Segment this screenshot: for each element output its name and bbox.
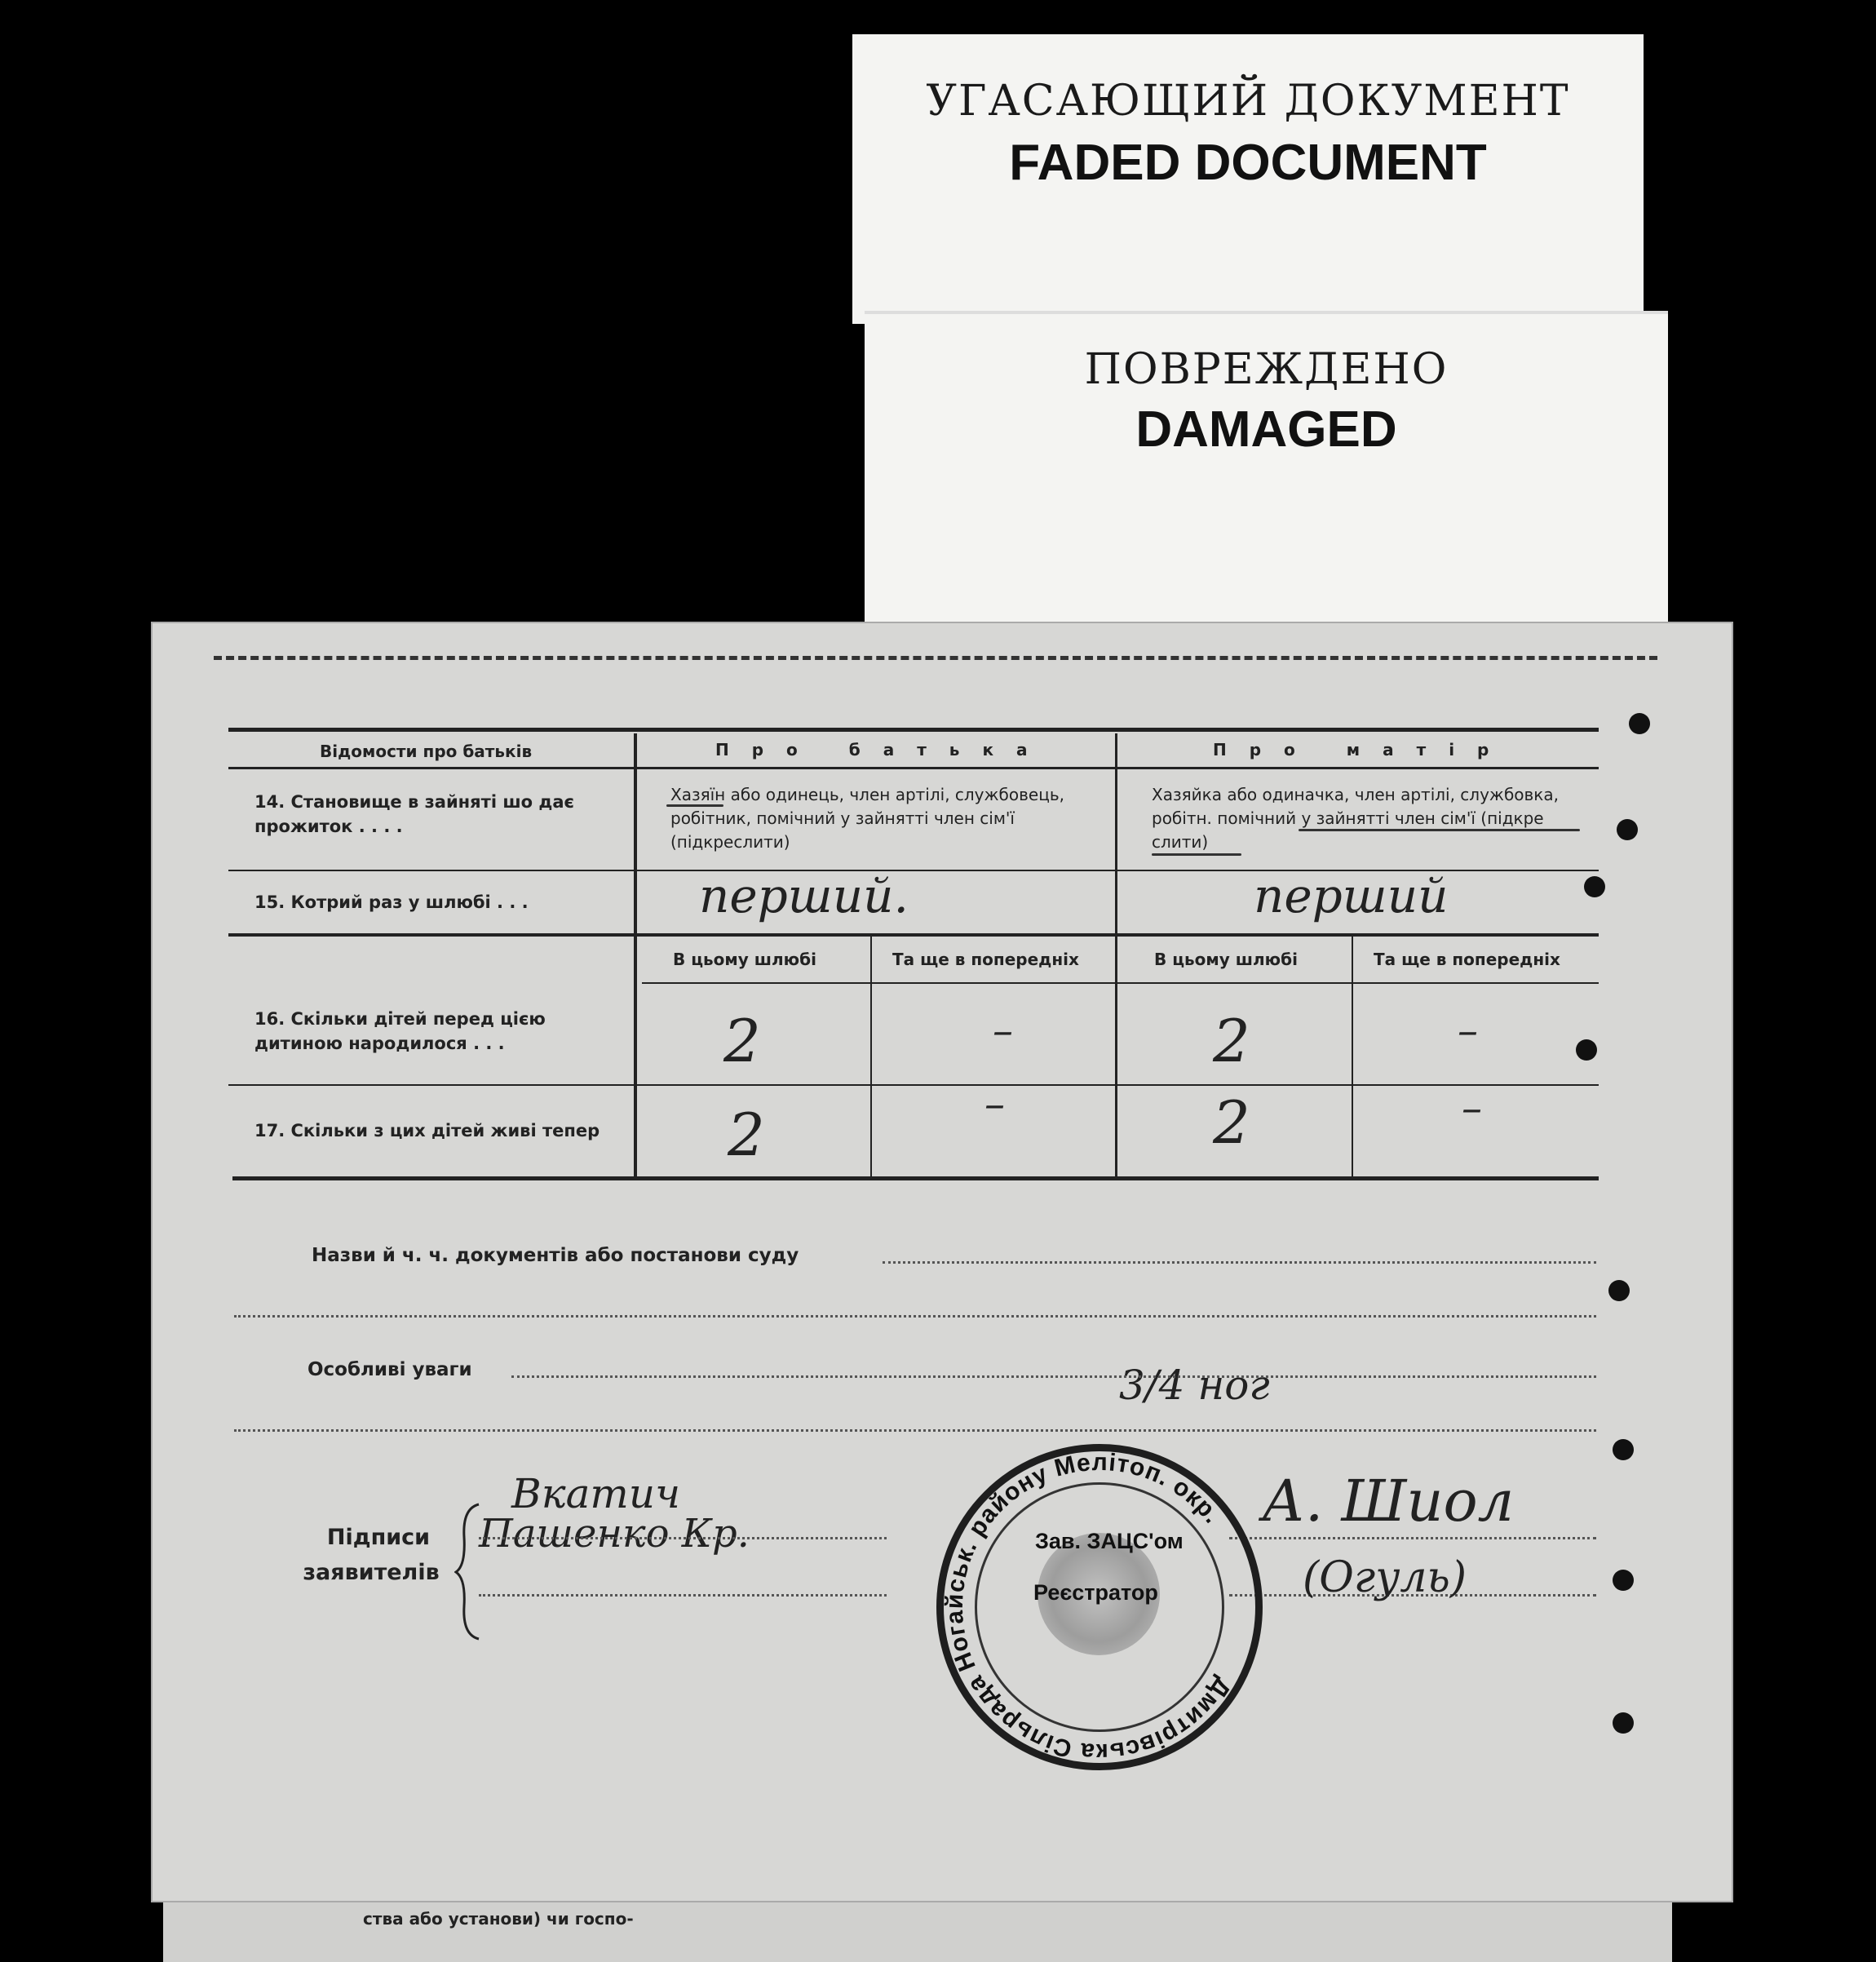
row14-father-options: Хазяїн або одинець, член артілі, службовець, робітник, помічний у зайнятті член сім'ї (підкреслити) — [670, 785, 1064, 852]
row14-label: 14. Становище в зайняті шо дає прожиток . . . . — [254, 792, 574, 837]
row17-label: 17. Скільки з цих дітей живі тепер — [254, 1121, 600, 1140]
row16-father-this: 2 — [723, 1007, 761, 1075]
row16-mother-this: 2 — [1213, 1007, 1250, 1075]
signature-1: Вкатич — [511, 1470, 681, 1517]
svg-text:Дмитрівська Сільрада Ногайськ. — [941, 1449, 1237, 1765]
row17-mother-previous: – — [1462, 1084, 1482, 1132]
stamp-line-1: Зав. ЗАЦС'ом — [1035, 1529, 1184, 1553]
punch-hole — [1613, 1570, 1634, 1591]
mother-selection-underline — [1152, 853, 1241, 856]
subheader-this-marriage-mother: В цьому шлюбі — [1154, 950, 1298, 969]
row15-mother-value: перший — [1254, 868, 1449, 923]
damaged-notice — [865, 314, 1668, 622]
row16-mother-previous: – — [1458, 1007, 1478, 1054]
row17-mother-this: 2 — [1213, 1088, 1250, 1157]
registrar-signature-2: (Огуль) — [1303, 1553, 1467, 1602]
header-parents-info: Відомости про батьків — [320, 742, 533, 761]
signature-2: Пашенко Кр. — [479, 1511, 750, 1557]
subheader-this-marriage-father: В цьому шлюбі — [673, 950, 816, 969]
perforation-line — [214, 656, 1657, 660]
punch-hole — [1613, 1439, 1634, 1460]
punch-hole — [1613, 1712, 1634, 1734]
header-about-father: Про батька — [715, 740, 1051, 760]
row15-father-value: перший. — [699, 868, 909, 923]
faded-notice-en: FADED DOCUMENT — [1009, 135, 1487, 191]
damaged-notice-en: DAMAGED — [1135, 401, 1397, 458]
punch-hole — [1584, 876, 1605, 897]
signatures-label-1: Підписи — [326, 1525, 431, 1550]
subheader-previous-father: Та ще в попередніх — [892, 950, 1079, 969]
documents-label: Назви й ч. ч. документів або постанови суду — [312, 1245, 799, 1266]
row17-father-this: 2 — [728, 1101, 765, 1169]
subheader-previous-mother: Та ще в попередніх — [1374, 950, 1560, 969]
damaged-notice-ru: ПОВРЕЖДЕНО — [1084, 345, 1449, 394]
row14-mother-options: Хазяйка або одиначка, член артілі, службовка, робітн. помічний у зайнятті член сім'ї (підкре слити) — [1152, 785, 1559, 852]
official-stamp — [936, 1444, 1263, 1770]
father-selection-underline — [666, 804, 723, 807]
header-about-mother: Про матір — [1213, 740, 1512, 760]
row17-father-previous: – — [984, 1080, 1005, 1127]
stamp-line-2: Реєстратор — [1033, 1580, 1158, 1605]
bottom-fragment-text: ства або установи) чи госпо- — [363, 1909, 634, 1929]
punch-hole — [1576, 1039, 1597, 1061]
punch-hole — [1629, 713, 1650, 734]
remarks-label: Особливі уваги — [308, 1359, 472, 1380]
mother-selection-underline — [1299, 829, 1580, 831]
row16-father-previous: – — [993, 1007, 1013, 1054]
punch-hole — [1617, 819, 1638, 840]
faded-document-notice — [852, 34, 1644, 324]
registrar-signature: А. Шиол — [1262, 1468, 1515, 1535]
faded-notice-ru: УГАСАЮЩИЙ ДОКУМЕНТ — [926, 77, 1570, 126]
signatures-label-2: заявителів — [303, 1560, 440, 1585]
punch-hole — [1608, 1280, 1630, 1301]
row16-label: 16. Скільки дітей перед цією дитиною народилося . . . — [254, 1009, 546, 1054]
remarks-handwritten: 3/4 ног — [1119, 1362, 1270, 1409]
row15-label: 15. Котрий раз у шлюбі . . . — [254, 892, 529, 912]
stamp-ring-text: Дмитрівська Сільрада Ногайськ. району Мелітоп. окр. — [940, 1448, 1237, 1766]
